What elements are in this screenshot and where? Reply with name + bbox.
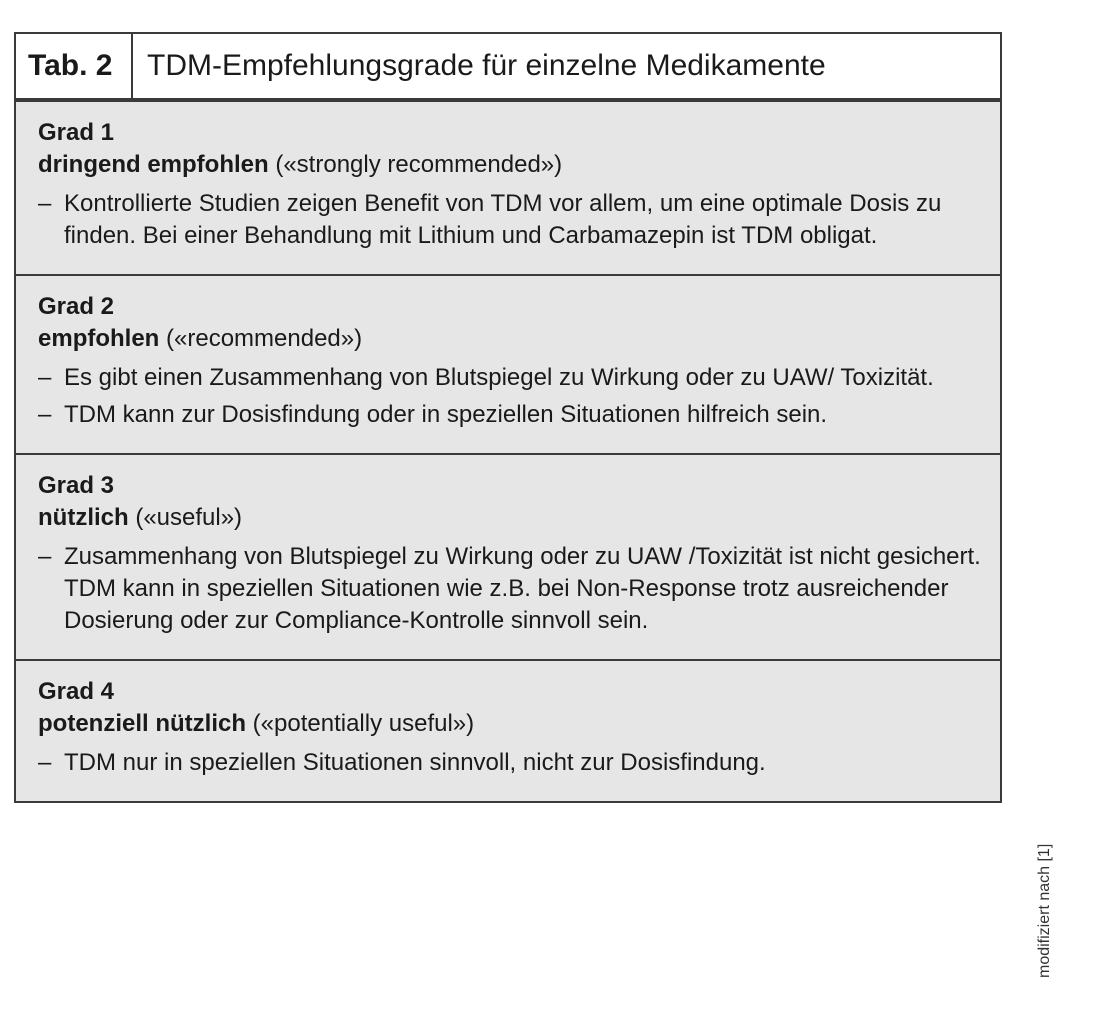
table-title: TDM-Empfehlungsgrade für einzelne Medikamente: [147, 49, 826, 82]
grade-name: Grad 1: [38, 119, 115, 146]
grade-name: Grad 4: [38, 678, 115, 705]
list-item: [38, 747, 984, 779]
dash-marker: –: [38, 190, 52, 217]
grade-name: Grad 3: [38, 472, 115, 499]
grade-level-translation: («useful»): [128, 504, 243, 531]
dash-marker: –: [38, 749, 52, 776]
grade-level: [38, 502, 984, 534]
list-item: [38, 541, 984, 637]
grade-section-4: [16, 659, 1000, 801]
grade-level-label: empfohlen: [38, 325, 160, 352]
list-item-text: Zusammenhang von Blutspiegel zu Wirkung oder zu UAW /Toxizität ist nicht gesichert. TDM kann in speziellen Situationen wie z.B. bei Non-Response trotz ausreichender Dosierung oder zur Compliance-Kontrolle sinnvoll sein.: [64, 543, 981, 634]
grade-level-translation: («strongly recommended»): [268, 151, 563, 178]
source-note: modifiziert nach [1]: [1036, 843, 1053, 978]
recommendation-table: [14, 32, 1002, 803]
list-item-text: Kontrollierte Studien zeigen Benefit von TDM vor allem, um eine optimale Dosis zu finden. Bei einer Behandlung mit Lithium und Carbamazepin ist TDM obligat.: [64, 190, 942, 249]
grade-level: [38, 149, 984, 181]
table-header: [16, 34, 1000, 100]
grade-level-translation: («recommended»): [159, 325, 363, 352]
list-item-text: Es gibt einen Zusammenhang von Blutspiegel zu Wirkung oder zu UAW/ Toxizität.: [64, 364, 934, 391]
grade-level-label: nützlich: [38, 504, 129, 531]
grade-level-label: potenziell nützlich: [38, 710, 246, 737]
dash-marker: –: [38, 401, 52, 428]
grade-section-2: [16, 274, 1000, 453]
dash-marker: –: [38, 364, 52, 391]
list-item: [38, 188, 984, 252]
table-label: Tab. 2: [16, 34, 133, 98]
dash-marker: –: [38, 543, 52, 570]
grade-section-3: [16, 453, 1000, 659]
grade-level: [38, 323, 984, 355]
list-item-text: TDM kann zur Dosisfindung oder in speziellen Situationen hilfreich sein.: [64, 401, 828, 428]
grade-name: Grad 2: [38, 293, 115, 320]
grade-level-label: dringend empfohlen: [38, 151, 269, 178]
grade-section-1: [16, 100, 1000, 274]
list-item: [38, 362, 984, 394]
grade-level-translation: («potentially useful»): [246, 710, 475, 737]
list-item-text: TDM nur in speziellen Situationen sinnvoll, nicht zur Dosisfindung.: [64, 749, 766, 776]
grade-level: [38, 708, 984, 740]
list-item: [38, 399, 984, 431]
